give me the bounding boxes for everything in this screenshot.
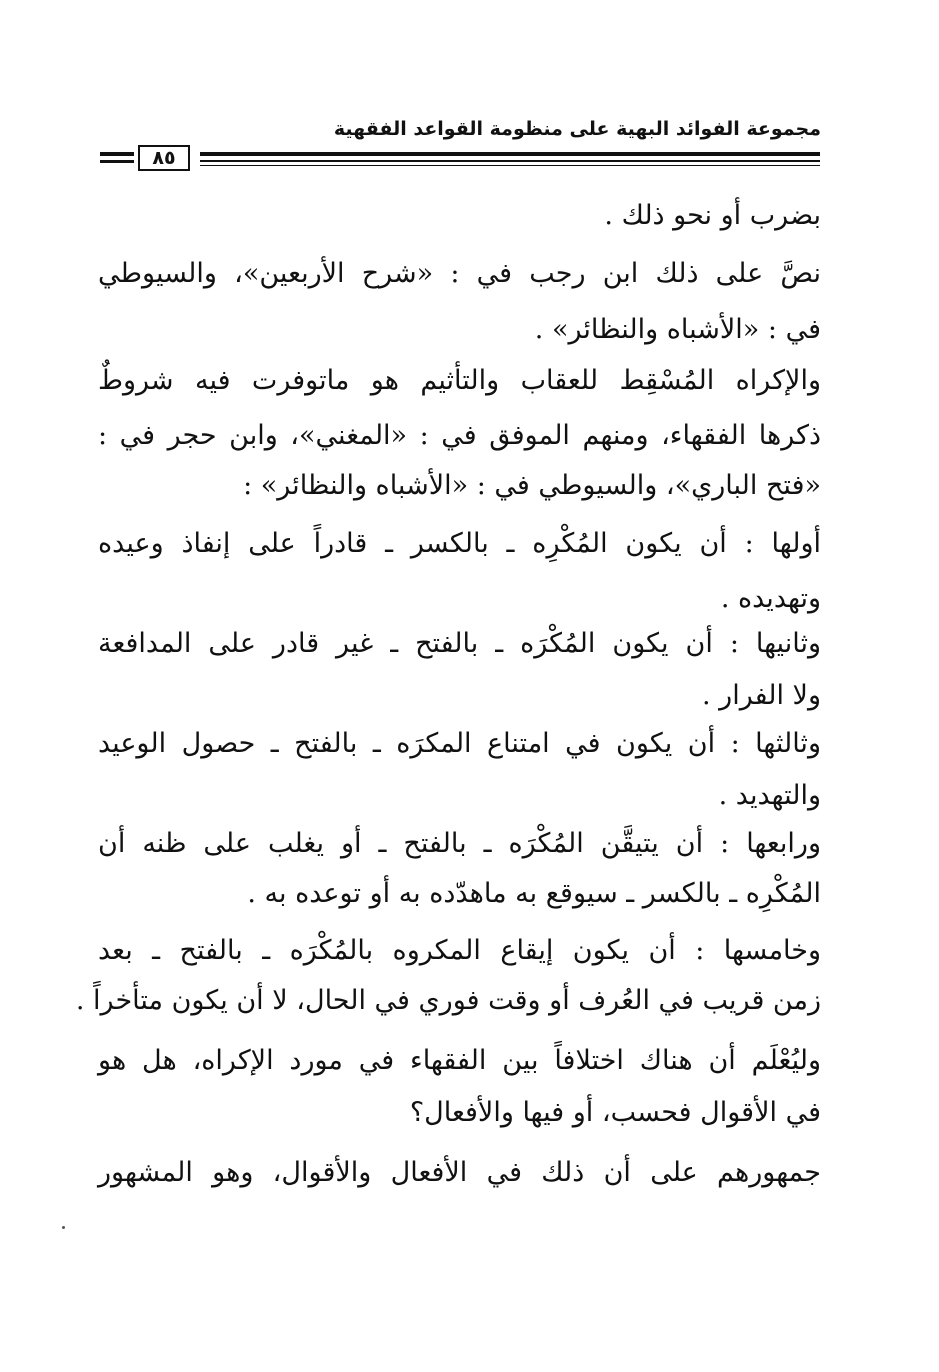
running-header-title: مجموعة الفوائد البهية على منظومة القواعد الفقهية [333, 118, 821, 140]
header-rule-thin [200, 160, 820, 162]
paragraph-first-line: وليُعْلَم أن هناك اختلافاً بين الفقهاء في مورد الإكراه، هل هو [98, 1045, 821, 1076]
header-rule-stub [100, 152, 134, 156]
text-line: بضرب أو نحو ذلك . [604, 200, 821, 231]
text-line: زمن قريب في العُرف أو وقت فوري في الحال، لا أن يكون متأخراً . [75, 985, 821, 1016]
text-line: والتهديد . [718, 780, 821, 811]
paragraph-first-line: نصَّ على ذلك ابن رجب في : «شرح الأربعين»، والسيوطي [98, 258, 821, 289]
paragraph-first-line: وثانيها : أن يكون المُكْرَه ـ بالفتح ـ غير قادر على المدافعة [98, 628, 821, 659]
paragraph-first-line: والإكراه المُسْقِط للعقاب والتأثيم هو ماتوفرت فيه شروطٌ [98, 365, 821, 396]
paragraph-first-line: أولها : أن يكون المُكْرِه ـ بالكسر ـ قادراً على إنفاذ وعيده [98, 528, 821, 559]
text-line: في الأقوال فحسب، أو فيها والأفعال؟ [409, 1097, 821, 1128]
header-rule-stub-thin [100, 160, 134, 163]
header-rule-thick [200, 152, 820, 156]
paragraph-first-line: ورابعها : أن يتيقَّن المُكْرَه ـ بالفتح ـ أو يغلب على ظنه أن [98, 828, 821, 859]
text-line: في : «الأشباه والنظائر» . [534, 314, 821, 345]
text-line: المُكْرِه ـ بالكسر ـ سيوقع به ماهدّده به أو توعده به . [247, 878, 821, 909]
header-rule-thin-2 [200, 165, 820, 166]
page-number: ٨٥ [138, 145, 190, 171]
paragraph-first-line: وخامسها : أن يكون إيقاع المكروه بالمُكْرَه ـ بالفتح ـ بعد [98, 935, 821, 966]
text-line: «فتح الباري»، والسيوطي في : «الأشباه والنظائر» : [243, 470, 821, 501]
text-line: ذكرها الفقهاء، ومنهم الموفق في : «المغني»، وابن حجر في : [98, 420, 821, 451]
paragraph-first-line: جمهورهم على أن ذلك في الأفعال والأقوال، وهو المشهور [98, 1157, 821, 1188]
text-line: وتهديده . [720, 583, 821, 614]
paragraph-first-line: وثالثها : أن يكون في امتناع المكرَه ـ بالفتح ـ حصول الوعيد [98, 728, 821, 759]
scan-speck [62, 1226, 65, 1229]
text-line: ولا الفرار . [701, 680, 821, 711]
